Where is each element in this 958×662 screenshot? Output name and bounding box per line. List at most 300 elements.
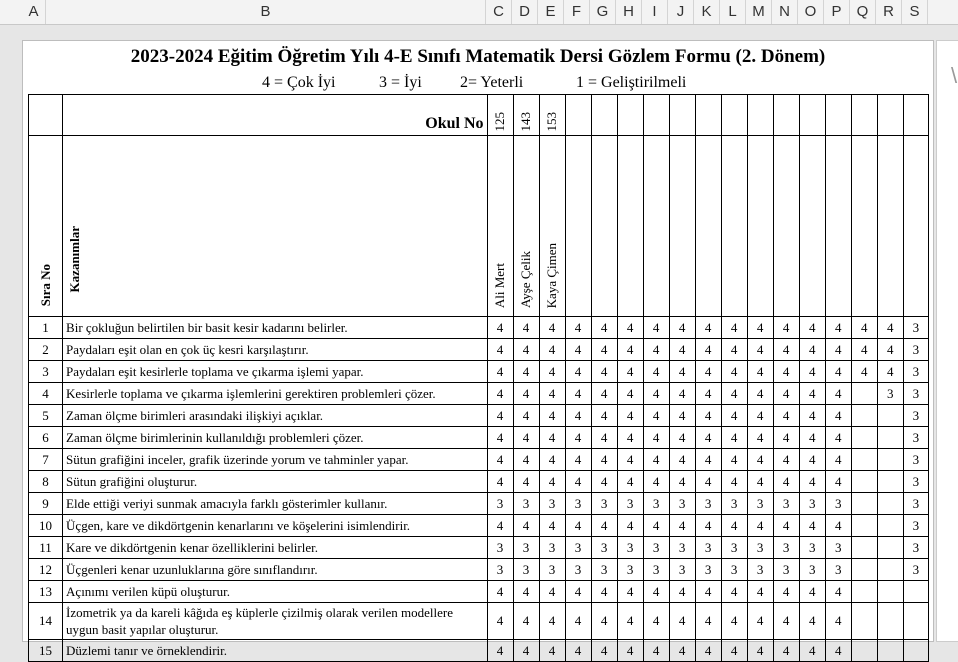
score-cell[interactable]	[851, 493, 877, 515]
score-cell[interactable]: 3	[487, 537, 513, 559]
score-cell[interactable]: 4	[669, 449, 695, 471]
score-cell[interactable]: 4	[773, 471, 799, 493]
score-cell[interactable]: 4	[513, 427, 539, 449]
score-cell[interactable]: 4	[799, 339, 825, 361]
score-cell[interactable]: 4	[565, 383, 591, 405]
score-cell[interactable]: 3	[903, 339, 928, 361]
student-number-cell[interactable]	[747, 95, 773, 136]
score-cell[interactable]: 3	[903, 493, 928, 515]
column-header-m[interactable]: M	[746, 0, 772, 24]
score-cell[interactable]: 3	[721, 559, 747, 581]
column-header-a[interactable]: A	[22, 0, 46, 24]
score-cell[interactable]: 4	[799, 471, 825, 493]
score-cell[interactable]: 4	[487, 515, 513, 537]
score-cell[interactable]: 4	[565, 603, 591, 640]
kazanim-cell[interactable]: Zaman ölçme birimlerinin kullanıldığı problemleri çözer.	[63, 427, 487, 449]
score-cell[interactable]: 4	[799, 383, 825, 405]
score-cell[interactable]: 4	[591, 471, 617, 493]
score-cell[interactable]: 4	[513, 405, 539, 427]
score-cell[interactable]: 4	[747, 640, 773, 662]
score-cell[interactable]: 4	[695, 361, 721, 383]
score-cell[interactable]: 3	[591, 559, 617, 581]
score-cell[interactable]: 4	[643, 317, 669, 339]
score-cell[interactable]: 3	[825, 493, 851, 515]
score-cell[interactable]: 4	[747, 449, 773, 471]
score-cell[interactable]: 4	[695, 603, 721, 640]
score-cell[interactable]: 4	[617, 405, 643, 427]
score-cell[interactable]: 4	[851, 317, 877, 339]
sira-no-cell[interactable]: 9	[29, 493, 63, 515]
score-cell[interactable]: 4	[539, 427, 565, 449]
score-cell[interactable]: 4	[617, 471, 643, 493]
column-header-h[interactable]: H	[616, 0, 642, 24]
score-cell[interactable]: 4	[487, 317, 513, 339]
student-name-cell[interactable]	[747, 136, 773, 317]
score-cell[interactable]: 4	[591, 361, 617, 383]
student-name-cell[interactable]	[617, 136, 643, 317]
score-cell[interactable]: 4	[799, 361, 825, 383]
kazanim-cell[interactable]: Bir çokluğun belirtilen bir basit kesir kadarını belirler.	[63, 317, 487, 339]
score-cell[interactable]: 4	[487, 603, 513, 640]
score-cell[interactable]: 3	[721, 537, 747, 559]
sira-no-cell[interactable]: 6	[29, 427, 63, 449]
score-cell[interactable]: 4	[799, 449, 825, 471]
score-cell[interactable]: 4	[825, 361, 851, 383]
score-cell[interactable]: 4	[617, 427, 643, 449]
score-cell[interactable]: 4	[773, 383, 799, 405]
column-header-o[interactable]: O	[798, 0, 824, 24]
score-cell[interactable]: 4	[721, 449, 747, 471]
score-cell[interactable]: 3	[695, 537, 721, 559]
score-cell[interactable]: 4	[669, 603, 695, 640]
sira-no-cell[interactable]: 7	[29, 449, 63, 471]
score-cell[interactable]: 4	[877, 339, 903, 361]
score-cell[interactable]: 3	[903, 449, 928, 471]
score-cell[interactable]: 4	[617, 449, 643, 471]
score-cell[interactable]: 4	[643, 449, 669, 471]
score-cell[interactable]: 4	[825, 383, 851, 405]
score-cell[interactable]: 4	[565, 449, 591, 471]
score-cell[interactable]: 4	[513, 603, 539, 640]
score-cell[interactable]: 4	[825, 515, 851, 537]
score-cell[interactable]: 3	[513, 559, 539, 581]
score-cell[interactable]: 4	[487, 449, 513, 471]
score-cell[interactable]	[903, 640, 928, 662]
score-cell[interactable]: 4	[643, 640, 669, 662]
score-cell[interactable]: 3	[617, 537, 643, 559]
score-cell[interactable]: 3	[539, 537, 565, 559]
score-cell[interactable]: 3	[669, 559, 695, 581]
score-cell[interactable]: 3	[903, 537, 928, 559]
score-cell[interactable]: 4	[773, 603, 799, 640]
score-cell[interactable]	[877, 471, 903, 493]
score-cell[interactable]: 4	[513, 640, 539, 662]
sira-no-cell[interactable]: 8	[29, 471, 63, 493]
score-cell[interactable]: 3	[799, 559, 825, 581]
student-name-cell[interactable]	[877, 136, 903, 317]
score-cell[interactable]: 4	[695, 581, 721, 603]
score-cell[interactable]: 3	[747, 559, 773, 581]
score-cell[interactable]: 3	[669, 537, 695, 559]
score-cell[interactable]: 4	[643, 383, 669, 405]
kazanim-cell[interactable]: Zaman ölçme birimleri arasındaki ilişkiyi açıklar.	[63, 405, 487, 427]
score-cell[interactable]: 4	[721, 361, 747, 383]
student-number-cell[interactable]	[591, 95, 617, 136]
score-cell[interactable]: 4	[721, 383, 747, 405]
score-cell[interactable]: 4	[565, 339, 591, 361]
score-cell[interactable]: 4	[591, 640, 617, 662]
score-cell[interactable]: 4	[877, 317, 903, 339]
score-cell[interactable]: 4	[799, 603, 825, 640]
score-cell[interactable]	[877, 581, 903, 603]
student-name-cell[interactable]	[721, 136, 747, 317]
score-cell[interactable]: 4	[877, 361, 903, 383]
kazanim-cell[interactable]: Sütun grafiğini inceler, grafik üzerinde yorum ve tahminler yapar.	[63, 449, 487, 471]
score-cell[interactable]: 3	[903, 405, 928, 427]
score-cell[interactable]: 4	[799, 317, 825, 339]
column-header-n[interactable]: N	[772, 0, 798, 24]
score-cell[interactable]: 3	[643, 537, 669, 559]
sira-no-cell[interactable]: 2	[29, 339, 63, 361]
student-name-cell[interactable]	[487, 136, 513, 317]
score-cell[interactable]: 3	[903, 559, 928, 581]
column-header-p[interactable]: P	[824, 0, 850, 24]
column-header-k[interactable]: K	[694, 0, 720, 24]
score-cell[interactable]: 4	[825, 581, 851, 603]
score-cell[interactable]: 4	[591, 603, 617, 640]
score-cell[interactable]: 4	[591, 449, 617, 471]
score-cell[interactable]: 4	[591, 383, 617, 405]
score-cell[interactable]: 4	[565, 427, 591, 449]
score-cell[interactable]: 4	[773, 427, 799, 449]
score-cell[interactable]	[851, 427, 877, 449]
score-cell[interactable]: 4	[669, 339, 695, 361]
column-header-i[interactable]: I	[642, 0, 668, 24]
score-cell[interactable]: 3	[903, 427, 928, 449]
score-cell[interactable]: 4	[591, 339, 617, 361]
column-header-j[interactable]: J	[668, 0, 694, 24]
score-cell[interactable]: 3	[669, 493, 695, 515]
column-header-c[interactable]: C	[486, 0, 512, 24]
student-number-cell[interactable]	[617, 95, 643, 136]
sira-no-cell[interactable]: 10	[29, 515, 63, 537]
sira-no-cell[interactable]: 14	[29, 603, 63, 640]
score-cell[interactable]	[877, 449, 903, 471]
score-cell[interactable]: 4	[539, 581, 565, 603]
score-cell[interactable]: 4	[539, 449, 565, 471]
score-cell[interactable]: 4	[799, 640, 825, 662]
score-cell[interactable]: 4	[617, 383, 643, 405]
score-cell[interactable]: 4	[773, 581, 799, 603]
score-cell[interactable]: 4	[643, 405, 669, 427]
score-cell[interactable]: 4	[695, 427, 721, 449]
score-cell[interactable]: 4	[747, 603, 773, 640]
score-cell[interactable]	[851, 640, 877, 662]
score-cell[interactable]: 4	[721, 581, 747, 603]
score-cell[interactable]: 4	[721, 471, 747, 493]
column-header-d[interactable]: D	[512, 0, 538, 24]
score-cell[interactable]: 4	[513, 581, 539, 603]
score-cell[interactable]: 3	[695, 493, 721, 515]
score-cell[interactable]	[903, 581, 928, 603]
score-cell[interactable]: 4	[825, 603, 851, 640]
score-cell[interactable]: 3	[799, 537, 825, 559]
student-number-cell[interactable]	[877, 95, 903, 136]
score-cell[interactable]	[877, 405, 903, 427]
student-name-cell[interactable]	[825, 136, 851, 317]
score-cell[interactable]: 4	[513, 383, 539, 405]
score-cell[interactable]: 4	[721, 339, 747, 361]
score-cell[interactable]: 4	[513, 317, 539, 339]
score-cell[interactable]: 4	[695, 317, 721, 339]
kazanim-cell[interactable]: Paydaları eşit kesirlerle toplama ve çıkarma işlemi yapar.	[63, 361, 487, 383]
column-header-b[interactable]: B	[46, 0, 486, 24]
score-cell[interactable]: 3	[773, 559, 799, 581]
score-cell[interactable]: 3	[539, 559, 565, 581]
column-header-s[interactable]: S	[902, 0, 928, 24]
score-cell[interactable]: 4	[539, 361, 565, 383]
score-cell[interactable]: 4	[773, 361, 799, 383]
score-cell[interactable]: 4	[721, 640, 747, 662]
score-cell[interactable]: 3	[799, 493, 825, 515]
score-cell[interactable]: 4	[747, 383, 773, 405]
score-cell[interactable]: 4	[773, 640, 799, 662]
score-cell[interactable]	[851, 405, 877, 427]
score-cell[interactable]: 4	[747, 515, 773, 537]
score-cell[interactable]: 4	[513, 339, 539, 361]
score-cell[interactable]: 4	[513, 361, 539, 383]
score-cell[interactable]	[877, 603, 903, 640]
score-cell[interactable]: 3	[903, 361, 928, 383]
score-cell[interactable]: 4	[591, 427, 617, 449]
student-number-cell[interactable]	[799, 95, 825, 136]
score-cell[interactable]: 4	[487, 383, 513, 405]
score-cell[interactable]: 4	[539, 515, 565, 537]
score-cell[interactable]: 4	[487, 471, 513, 493]
student-number-cell[interactable]	[695, 95, 721, 136]
student-name-cell[interactable]	[799, 136, 825, 317]
score-cell[interactable]: 4	[565, 581, 591, 603]
score-cell[interactable]: 4	[799, 427, 825, 449]
student-name-cell[interactable]	[903, 136, 928, 317]
score-cell[interactable]: 4	[669, 361, 695, 383]
sira-no-cell[interactable]: 1	[29, 317, 63, 339]
kazanim-cell[interactable]: Kare ve dikdörtgenin kenar özelliklerini belirler.	[63, 537, 487, 559]
score-cell[interactable]: 4	[669, 383, 695, 405]
score-cell[interactable]: 4	[773, 405, 799, 427]
score-cell[interactable]	[877, 515, 903, 537]
score-cell[interactable]: 4	[825, 471, 851, 493]
student-number-cell[interactable]	[903, 95, 928, 136]
score-cell[interactable]	[851, 581, 877, 603]
score-cell[interactable]: 4	[721, 317, 747, 339]
score-cell[interactable]: 4	[695, 640, 721, 662]
score-cell[interactable]: 4	[695, 449, 721, 471]
score-cell[interactable]: 4	[695, 339, 721, 361]
score-cell[interactable]: 3	[513, 537, 539, 559]
score-cell[interactable]: 4	[773, 449, 799, 471]
column-header-f[interactable]: F	[564, 0, 590, 24]
score-cell[interactable]: 4	[747, 405, 773, 427]
sira-no-cell[interactable]: 3	[29, 361, 63, 383]
score-cell[interactable]: 4	[643, 515, 669, 537]
score-cell[interactable]: 4	[565, 361, 591, 383]
score-cell[interactable]: 4	[539, 317, 565, 339]
kazanim-cell[interactable]: Kesirlerle toplama ve çıkarma işlemlerini gerektiren problemleri çözer.	[63, 383, 487, 405]
score-cell[interactable]: 4	[799, 515, 825, 537]
score-cell[interactable]: 4	[565, 640, 591, 662]
sira-no-cell[interactable]: 4	[29, 383, 63, 405]
score-cell[interactable]: 4	[539, 640, 565, 662]
score-cell[interactable]: 3	[513, 493, 539, 515]
score-cell[interactable]: 4	[695, 515, 721, 537]
score-cell[interactable]: 4	[695, 383, 721, 405]
column-header-q[interactable]: Q	[850, 0, 876, 24]
kazanim-cell[interactable]: Paydaları eşit olan en çok üç kesri karşılaştırır.	[63, 339, 487, 361]
score-cell[interactable]: 4	[747, 581, 773, 603]
sira-no-cell[interactable]: 12	[29, 559, 63, 581]
student-number-cell[interactable]	[539, 95, 565, 136]
score-cell[interactable]: 3	[773, 493, 799, 515]
score-cell[interactable]: 4	[539, 339, 565, 361]
score-cell[interactable]: 4	[591, 405, 617, 427]
score-cell[interactable]: 4	[695, 405, 721, 427]
score-cell[interactable]: 4	[825, 427, 851, 449]
score-cell[interactable]: 3	[617, 493, 643, 515]
score-cell[interactable]: 4	[747, 427, 773, 449]
score-cell[interactable]: 4	[617, 361, 643, 383]
kazanim-cell[interactable]: Açınımı verilen küpü oluşturur.	[63, 581, 487, 603]
student-number-cell[interactable]	[487, 95, 513, 136]
student-number-cell[interactable]	[565, 95, 591, 136]
score-cell[interactable]: 3	[617, 559, 643, 581]
score-cell[interactable]: 4	[565, 471, 591, 493]
score-cell[interactable]: 4	[643, 339, 669, 361]
score-cell[interactable]: 4	[617, 317, 643, 339]
student-number-cell[interactable]	[643, 95, 669, 136]
score-cell[interactable]: 3	[695, 559, 721, 581]
student-name-cell[interactable]	[591, 136, 617, 317]
student-number-cell[interactable]	[721, 95, 747, 136]
score-cell[interactable]: 4	[721, 405, 747, 427]
score-cell[interactable]: 4	[799, 581, 825, 603]
score-cell[interactable]: 4	[565, 515, 591, 537]
score-cell[interactable]: 4	[617, 640, 643, 662]
score-cell[interactable]: 4	[487, 339, 513, 361]
score-cell[interactable]: 4	[565, 405, 591, 427]
student-name-cell[interactable]	[643, 136, 669, 317]
kazanim-cell[interactable]: Üçgen, kare ve dikdörtgenin kenarlarını ve köşelerini isimlendirir.	[63, 515, 487, 537]
score-cell[interactable]: 4	[851, 361, 877, 383]
score-cell[interactable]: 4	[669, 640, 695, 662]
score-cell[interactable]: 4	[513, 515, 539, 537]
score-cell[interactable]: 4	[773, 515, 799, 537]
kazanim-cell[interactable]: Elde ettiği veriyi sunmak amacıyla farklı gösterimler kullanır.	[63, 493, 487, 515]
student-number-cell[interactable]	[851, 95, 877, 136]
score-cell[interactable]: 3	[539, 493, 565, 515]
score-cell[interactable]: 4	[513, 471, 539, 493]
score-cell[interactable]: 4	[721, 515, 747, 537]
score-cell[interactable]: 4	[747, 361, 773, 383]
score-cell[interactable]: 3	[903, 471, 928, 493]
score-cell[interactable]: 4	[747, 339, 773, 361]
student-name-cell[interactable]	[695, 136, 721, 317]
score-cell[interactable]: 4	[799, 405, 825, 427]
score-cell[interactable]: 3	[825, 559, 851, 581]
score-cell[interactable]	[851, 537, 877, 559]
score-cell[interactable]: 4	[643, 427, 669, 449]
kazanim-cell[interactable]: Sütun grafiğini oluşturur.	[63, 471, 487, 493]
score-cell[interactable]: 4	[825, 640, 851, 662]
score-cell[interactable]: 3	[643, 493, 669, 515]
score-cell[interactable]: 4	[487, 361, 513, 383]
score-cell[interactable]: 4	[591, 515, 617, 537]
student-number-cell[interactable]	[825, 95, 851, 136]
column-header-r[interactable]: R	[876, 0, 902, 24]
score-cell[interactable]: 4	[643, 361, 669, 383]
score-cell[interactable]	[877, 559, 903, 581]
column-header-l[interactable]: L	[720, 0, 746, 24]
score-cell[interactable]: 4	[591, 317, 617, 339]
sira-no-cell[interactable]: 15	[29, 640, 63, 662]
student-number-cell[interactable]	[669, 95, 695, 136]
score-cell[interactable]: 4	[539, 405, 565, 427]
student-name-cell[interactable]	[565, 136, 591, 317]
score-cell[interactable]: 4	[669, 471, 695, 493]
sira-no-cell[interactable]: 5	[29, 405, 63, 427]
student-name-cell[interactable]	[773, 136, 799, 317]
student-name-cell[interactable]	[539, 136, 565, 317]
score-cell[interactable]: 4	[513, 449, 539, 471]
student-number-cell[interactable]	[513, 95, 539, 136]
kazanim-cell[interactable]: Düzlemi tanır ve örneklendirir.	[63, 640, 487, 662]
score-cell[interactable]: 3	[877, 383, 903, 405]
score-cell[interactable]	[851, 603, 877, 640]
score-cell[interactable]: 4	[825, 339, 851, 361]
score-cell[interactable]: 4	[773, 339, 799, 361]
score-cell[interactable]: 4	[747, 471, 773, 493]
score-cell[interactable]: 4	[695, 471, 721, 493]
sira-no-cell[interactable]: 11	[29, 537, 63, 559]
score-cell[interactable]: 3	[903, 515, 928, 537]
score-cell[interactable]: 4	[591, 581, 617, 603]
score-cell[interactable]: 4	[565, 317, 591, 339]
column-header-e[interactable]: E	[538, 0, 564, 24]
score-cell[interactable]: 4	[747, 317, 773, 339]
score-cell[interactable]: 4	[617, 603, 643, 640]
score-cell[interactable]: 3	[591, 537, 617, 559]
score-cell[interactable]: 4	[643, 471, 669, 493]
score-cell[interactable]	[851, 471, 877, 493]
score-cell[interactable]: 4	[643, 581, 669, 603]
score-cell[interactable]: 3	[825, 537, 851, 559]
column-header-g[interactable]: G	[590, 0, 616, 24]
sira-no-cell[interactable]: 13	[29, 581, 63, 603]
score-cell[interactable]: 3	[487, 559, 513, 581]
score-cell[interactable]: 3	[747, 537, 773, 559]
student-name-cell[interactable]	[851, 136, 877, 317]
score-cell[interactable]: 4	[851, 339, 877, 361]
score-cell[interactable]: 4	[721, 603, 747, 640]
score-cell[interactable]: 4	[539, 603, 565, 640]
score-cell[interactable]: 4	[825, 449, 851, 471]
score-cell[interactable]: 4	[721, 427, 747, 449]
score-cell[interactable]: 4	[643, 603, 669, 640]
score-cell[interactable]: 4	[669, 427, 695, 449]
score-cell[interactable]: 4	[539, 471, 565, 493]
score-cell[interactable]	[877, 427, 903, 449]
score-cell[interactable]	[877, 537, 903, 559]
